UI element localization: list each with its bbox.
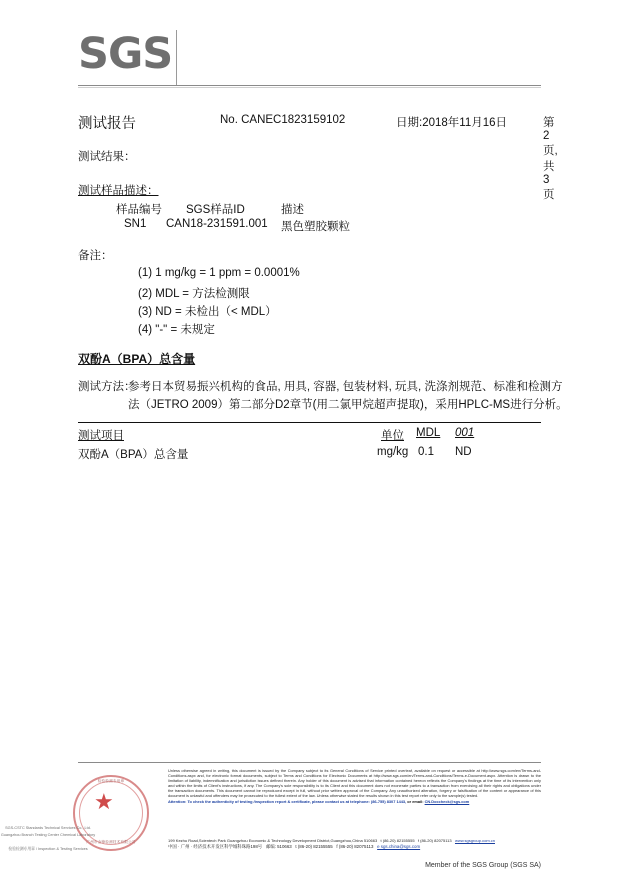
result-table-divider: [78, 422, 541, 423]
result-table-cell-item: 双酚A（BPA）总含量: [78, 449, 189, 461]
address-en-website[interactable]: www.sgsgroup.com.cn: [454, 838, 495, 843]
remarks-label: 备注：: [78, 250, 113, 262]
address-cn: 中国 · 广州 · 经济技术开发区科学城科珠路198号: [168, 843, 263, 849]
sample-table-header-id: SGS样品ID: [186, 204, 245, 216]
seal-text-top: 检验检测专用章: [97, 779, 125, 783]
address-en: 199 Kezhu Road,Scientech Park Guangzhou Economic & Technology Development District,Guangzhou,China 510663: [168, 838, 378, 843]
company-seal-icon: 检验检测专用章 ★ 广州市金锋检测技术有限公司: [63, 772, 158, 860]
seal-text-bottom: 广州市金锋检测技术有限公司: [86, 840, 136, 844]
sample-table-header-desc: 描述: [281, 204, 304, 216]
test-method-label: 测试方法：: [78, 381, 136, 393]
seal-caption-line-3: 检验检测专用章 / Inspection & Testing Services: [8, 847, 88, 851]
result-table-cell-value: ND: [455, 446, 472, 458]
results-label: 测试结果：: [78, 151, 136, 163]
test-method-line-2: 法（JETRO 2009）第二部分D2章节(用二氯甲烷超声提取)，采用HPLC-MS进行分析。: [128, 399, 568, 411]
sgs-group-member-line: Member of the SGS Group (SGS SA): [425, 862, 541, 869]
legal-attention: [168, 800, 541, 805]
sample-table-cell-id: CAN18-231591.001: [166, 218, 268, 230]
section-heading-bpa: 双酚A（BPA）总含量: [78, 352, 196, 366]
sample-table-cell-desc: 黑色塑胶颗粒: [281, 221, 350, 233]
result-table-header-item: 测试项目: [78, 430, 124, 442]
sample-table-header-no: 样品编号: [116, 204, 162, 216]
address-cn-email[interactable]: e sgs.china@sgs.com: [377, 843, 421, 849]
legal-body-text: Unless otherwise agreed in writing, this document is issued by the Company subject to its General Conditions of Service printed overleaf, available on request or accessible at http://www.sgs.com/en/Terms-and-Conditions.aspx and, for electronic format documents, subject to Terms and Conditions for Electronic Documents at http://www.sgs.com/en/Terms-and-Conditions/Terms-e-Document.aspx. Attention is drawn to the limitation of liability, indemnification and jurisdiction issues defined therein. Any holder of this document is advised that information contained hereon reflects the Company's findings at the time of its intervention only and within the limits of Client's instructions, if any. The Company's sole responsibility is to its Client and this document does not exonerate parties to a transaction from exercising all their rights and obligations under the transaction documents. This document cannot be reproduced except in full, without prior written approval of the Company. Any unauthorized alteration, forgery or falsification of the content or appearance of this document is unlawful and offenders may be prosecuted to the fullest extent of the law. Unless otherwise stated the results shown in this test report refer only to the sample(s) tested.: [168, 768, 541, 798]
page-indicator: 第2页,共3页: [543, 117, 558, 201]
report-number: No. CANEC1823159102: [220, 114, 346, 126]
address-en-tel: t (86-20) 82155555: [380, 838, 415, 843]
remark-item: (4) "-" = 未规定: [138, 324, 215, 336]
sgs-logo-text: SGS: [78, 29, 173, 79]
address-en-fax: f (86-20) 82075113: [417, 838, 452, 843]
footer-divider: [78, 762, 541, 763]
address-cn-fax: f (86-20) 82075113: [336, 843, 374, 849]
seal-caption-line-2: Guangzhou Branch Testing Center Chemical Laboratory: [0, 833, 96, 837]
address-row-cn: [168, 844, 541, 850]
result-table-header-unit: 单位: [381, 430, 404, 442]
legal-disclaimer: [168, 769, 541, 805]
remark-item: (1) 1 mg/kg = 1 ppm = 0.0001%: [138, 267, 300, 279]
remark-item: (2) MDL = 方法检测限: [138, 288, 250, 300]
test-method-line-1: 参考日本贸易振兴机构的食品, 用具, 容器, 包装材料, 玩具, 洗涤剂规范、标准和检测方: [128, 381, 563, 393]
report-date: 日期:2018年11月16日: [396, 117, 508, 129]
sample-table-cell-no: SN1: [124, 218, 147, 230]
result-table-cell-mdl: 0.1: [418, 446, 434, 458]
logo-divider: [176, 30, 177, 86]
sgs-logo: [78, 29, 178, 84]
seal-caption-line-1: SGS-CSTC Standards Technical Services Co., Ltd.: [5, 826, 91, 830]
legal-attention-email-label: or email:: [407, 799, 424, 805]
address-cn-zip: 邮编: 510663: [265, 843, 292, 849]
header-divider: [78, 85, 541, 86]
header-divider-secondary: [78, 87, 541, 88]
address-cn-tel: t (86-20) 82155555: [295, 843, 333, 849]
legal-attention-text: Attention: To check the authenticity of testing /inspection report & certificate, please contact us at telephone: (86-755) 8307 1443,: [168, 799, 407, 805]
sample-description-label: 测试样品描述：: [78, 185, 159, 197]
footer-address-block: [168, 838, 541, 849]
legal-attention-email[interactable]: CN.Doccheck@sgs.com: [424, 799, 470, 805]
page-title: 测试报告: [78, 116, 136, 132]
remark-item: (3) ND = 未检出（< MDL）: [138, 306, 277, 318]
result-table-cell-unit: mg/kg: [377, 446, 409, 458]
result-table-header-mdl: MDL: [416, 427, 441, 439]
result-table-header-sample: 001: [455, 427, 475, 439]
